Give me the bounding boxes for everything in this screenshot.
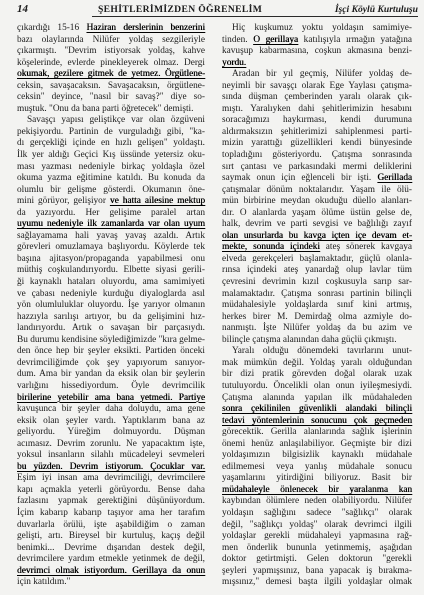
text-segment: çıkardığı 15-16 (17, 23, 87, 33)
text-line: Aradan bir yıl geçmiş, Nilüfer yoldaş de- (232, 69, 412, 80)
text-line: malamaktadır. Çatışma sonrası partinin bilinçli (222, 288, 412, 299)
text-line: bir dizi pratik görevden doğal olarak uzak (222, 369, 412, 380)
text-line: şeyleri yapmışsınız, bana yapacak iş bırakma- (222, 565, 412, 576)
text-line: kaybından ölümlere neden olabiliyordu. Nilüfer (222, 496, 412, 507)
emphasized-text: Gerillada (377, 173, 412, 184)
emphasized-text: bu yüzden. Devrim istiyorum. Çocuklar var. (17, 461, 205, 472)
text-line: dı gerçekliği içinde en hızlı gelişen" yoldaştı. (17, 138, 205, 149)
text-line (17, 462, 205, 474)
section-title: ŞEHİTLERİMİZDEN ÖĞRENELİM (98, 4, 263, 15)
text-line: dum. Ama bir yandan da eksik olan bir şeylerin (17, 369, 205, 380)
text-line: değil, "sağlıkçı yoldaş" olarak devrimci ilgili (222, 519, 412, 530)
text-line: Bu durumu kendisine söylediğimizde "kıra gelme- (17, 334, 205, 345)
text-line: yön olumluluklar oluyordu. İşe yarıyor olmanın (17, 300, 205, 311)
emphasized-text: okumak, gezilere gitmek de yetmez. Örgütlene- (17, 69, 205, 80)
text-line (222, 35, 412, 47)
text-line: çatışmalar dönüm noktalarıdır. Yaşam ile ölü- (222, 184, 412, 195)
emphasized-text: yordu. (222, 57, 247, 68)
text-line: ceksin, savaşacaksın. Savaşacaksın, örgütlene- (17, 80, 205, 91)
publication-name: İşçi Köylü Kurtuluşu (334, 4, 418, 15)
text-line: fazlasını yapmak gerektiğini düşünüyordum. (17, 496, 205, 507)
text-line: soracağımızı haykırması, kendi durumuna (222, 115, 412, 126)
text-line: İçim kabarıp kabarıp taşıyor ama her tarafım (17, 507, 205, 518)
emphasized-text: Haziran derslerinin benzerini (86, 23, 205, 33)
text-line (222, 231, 412, 243)
text-line: çıkarmıştı. "Devrim istiyorsak yoldaş, kahve (17, 46, 205, 57)
text-line: topladığını gösteriyordu. Çatışma sonrasında (222, 150, 412, 161)
text-line: için katıldım." (17, 577, 71, 588)
emphasized-text: mekte, sonunda içindeki (222, 242, 320, 253)
text-line: bilinçle çatışma alanından daha güçlü çıkmıştı. (222, 334, 397, 345)
text-line: ması yazması nedeniyle birkaç yoldaşla özel (17, 161, 205, 172)
emphasized-text: O gerillaya (253, 34, 299, 45)
text-line: müdahalesiyle yoldaşlarda sınıf kini artmış, (222, 300, 412, 311)
text-column-left (17, 23, 205, 589)
text-line: devrimciliğimde çok şey yapıyorum sanıyor- (17, 357, 205, 368)
text-line: rınsa içindeki ateş yanardağ olup lavlar tüm (222, 265, 412, 276)
text-line: Yaralı olduğu dönemdeki tavırlarını unut- (232, 346, 412, 357)
text-line: ceksin" deyince, "nasıl bir savaş?" diye so- (17, 92, 205, 103)
text-segment: katılışıyla ırmağın yatağına (298, 34, 412, 45)
emphasized-text: ve hatta ailesine mektup (109, 196, 205, 207)
text-line: önemi henüz anlaşılabiliyor. Geçmişte bir dizi (222, 438, 412, 449)
text-line: mışsınız," demesi başta ilgili yoldaşlar olmak (222, 577, 412, 588)
text-segment: mini görüyor, gelişiyor (17, 196, 110, 207)
text-line: kapı açmakla yeterli görüyordu. Bense daha (17, 484, 205, 495)
emphasized-text: birilerine yetebilir ama bana yetmedi. Partiye (17, 392, 205, 403)
text-line: acımasız. Devrim zorunlu. Ne yapacaktım işte, (17, 438, 205, 449)
text-line (222, 485, 412, 497)
text-line (222, 173, 412, 185)
text-line: yoksul insanların silahlı mücadeleyi sevmeleri (17, 450, 205, 461)
text-line: devrimcilere yardım etmekle yetinmek de değil, (17, 554, 205, 565)
text-column-right (222, 23, 412, 589)
text-line (17, 566, 205, 578)
paragraph (222, 69, 412, 346)
text-line: edilmemesi veya yanlış müdahale sonucu (222, 461, 412, 472)
text-line: okuma yazma eğitimine katıldı. Bu konuda da (17, 173, 205, 184)
text-line: yoldaşın sağlığını sadece "sağlıkçı" olarak (222, 507, 412, 518)
text-line: köşelerinde, evlerde pinekleyerek olmaz. Dergi (17, 57, 205, 68)
text-line: olumlu bir gelişme gösterdi. Okumanın öne- (17, 184, 205, 195)
text-line: dır. O alanlarda yaşam ölüme üstün gelse de, (222, 207, 412, 218)
paragraph (222, 23, 412, 69)
text-line: neyimli bir savaşçı olarak Ege Yaylası çatışma- (222, 80, 412, 91)
text-line: doktor getirtmişti. Gelen doktorun "gerekli (222, 554, 412, 565)
emphasized-text: devrimci olmak istiyordum. Gerillaya da onun (17, 565, 205, 576)
text-line: ve çabası nedeniyle kurduğu diyaloglarda asıl (17, 288, 205, 299)
text-line: landırıyordu. Artık o savaşan bir parçasıydı. (17, 323, 205, 334)
emphasized-text: müdahaleyle önlenecek bir yaralanma kan (222, 484, 412, 495)
text-segment: tinden. (222, 34, 254, 45)
text-line: aldırmaksızın şehitlerimizi sahiplenmesi parti- (222, 126, 412, 137)
emphasized-text: sonra çekilinilen güvenlikli alandaki bilinçli (222, 404, 412, 415)
text-line: Çatışma alanında yapılan ilk müdahaleden (222, 392, 412, 403)
text-line (17, 393, 205, 405)
page-number: 14 (17, 3, 28, 15)
text-line: sırt çantası ve parkasındaki mermi deliklerini (222, 161, 412, 172)
text-line: başına ajitasyon/propaganda yapabilmesi onu (17, 253, 205, 264)
text-line: mak mümkün değil. Yoldaş yaralı olduğundan (222, 357, 412, 368)
paragraph (17, 115, 205, 588)
text-line: yaşamlarını yitirdiğini biliyoruz. Basit bir (222, 473, 412, 484)
text-line: ği kaynaklı hataları oluyordu, ama samimiyeti (17, 277, 205, 288)
text-line: sağlayamama hali yavaş yavaş azaldı. Artık (17, 230, 205, 241)
text-line: yoldaşımızın bilgisizlik kaynaklı müdahale (222, 450, 412, 461)
text-line: mıştı. Yaralıyken dahi şehitlerimizin hesabını (222, 103, 412, 114)
text-line: halk, devrim ve parti sevgisi ve bağlılığı zayıf (222, 219, 412, 230)
text-line: gelişti, artı. Bireysel bir kurtuluş, kaçış değil (17, 531, 205, 542)
paragraph (17, 23, 205, 115)
text-line: müthiş coşkulandırıyordu. Elbette siyasi gerili- (17, 265, 205, 276)
text-line: herkes birer M. Demirdağ olma azmiyle do- (222, 311, 412, 322)
text-line: den önce hep bir şeyler eksikti. Partiden önceki (17, 346, 205, 357)
text-line: hazzıyla sarılışı artıyor, bu da gelişimini hız- (17, 311, 205, 322)
text-line: sında düşman çemberinden yaralı olarak çık- (222, 92, 412, 103)
text-line: çevresini devrimin kızıl coşkusuyla sarıp sar- (222, 277, 412, 288)
text-line (222, 242, 412, 254)
text-line: Savaşçı yapısı geliştikçe var olan özgüveni (27, 115, 205, 126)
text-line: görevleri omuzlamaya başlıyordu. Köylerde tek (17, 242, 205, 253)
text-line: mizin yarattığı güzellikleri kendi bünyesinde (222, 138, 412, 149)
text-line: nanmıştı. İşte Nilüfer yoldaş da bu azim ve (222, 323, 412, 334)
text-line: Eşim iyi insan ama devrimciliği, devrimcilere (17, 473, 205, 484)
text-line: da yazıyordu. Her gelişime paralel artan (17, 207, 205, 218)
text-line: Hiç kuşkumuz yoktu yoldaşın samimiye- (232, 23, 412, 33)
text-segment: saymak onun için eğlenceli bir işti. (222, 173, 378, 184)
text-line (17, 23, 205, 35)
text-line (222, 404, 412, 416)
text-line: elveda gerekçeleri başlamaktadır, güçlü olanla- (222, 253, 412, 264)
emphasized-text: olan unsurlarda bu kavga içten içe devam et- (222, 230, 412, 241)
text-line (222, 416, 412, 428)
text-line: kavuşunca bir şeyler daha doluydu, ama gene (17, 404, 205, 415)
text-line: kavuşup kabarmasına, coşkun akmasına benzi- (222, 46, 412, 57)
text-line: men önderlik bununla yetinmemiş, aşağıdan (222, 542, 412, 553)
text-line: geliyordu. Yüreğim dolmuyordu. Düşman (17, 427, 205, 438)
text-line: yoldaşlar gerekli müdahaleyi yapmasına rağ- (222, 531, 412, 542)
emphasized-text: tedavi yöntemlerinin sonucunu çok geçmeden (222, 415, 412, 426)
text-line: pekişiyordu. Partinin de vurguladığı gibi, "ka- (17, 126, 205, 137)
text-line: muştuk. "Onu da bana parti öğretecek" demişti. (17, 103, 194, 114)
text-line (222, 58, 412, 70)
text-line: mün birbirine meydan okuduğu düello alanları- (222, 196, 412, 207)
text-line (17, 196, 205, 208)
text-line (17, 69, 205, 81)
text-line (17, 219, 205, 231)
running-header (92, 3, 418, 17)
text-line: eksik olan şeyler vardı. Yaptıklarım bana az (17, 415, 205, 426)
text-line: varlığını hissediyordum. Öyle devrimcilik (17, 380, 205, 391)
text-segment: ateş sönerek kavgaya (319, 242, 413, 253)
text-line: bazı olaylarında Nilüfer yoldaş sezgileriyle (17, 34, 205, 45)
text-line: görecektik. Gerilla alanlarında sağlık işlerinin (222, 427, 412, 438)
text-line: tutuluyordu. Öncelikli olan onun iyileşmesiydi. (222, 380, 412, 391)
text-line: İlk yer aldığı Geçici Kış üssünde yetersiz oku- (17, 150, 205, 161)
emphasized-text: uyumu nedeniyle ilk zamanlarda var olan uyum (17, 219, 205, 230)
text-line: duvarlarla örülü, işte aşabildiğim o zaman (17, 519, 205, 530)
paragraph (222, 346, 412, 588)
text-line: benimki... Devrime dışarıdan destek değil, (17, 542, 205, 553)
